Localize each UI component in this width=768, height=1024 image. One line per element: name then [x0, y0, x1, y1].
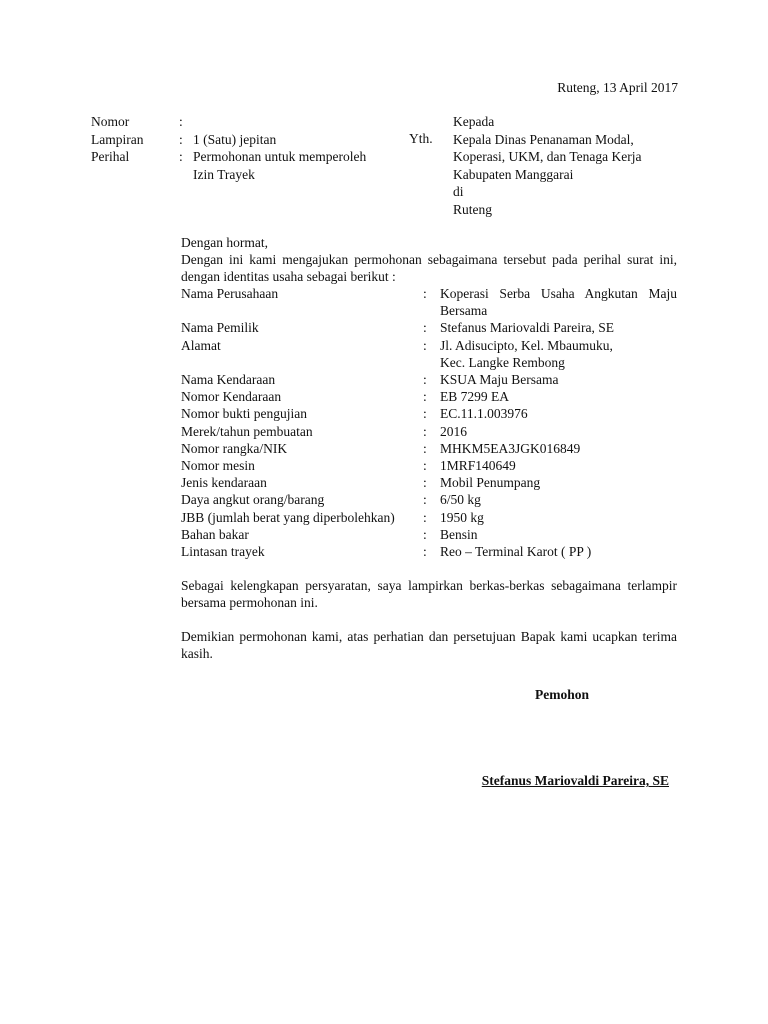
field-colon: : [423, 320, 427, 336]
recipient-line: di [453, 184, 464, 199]
table-row [181, 388, 677, 405]
field-colon: : [423, 406, 427, 422]
field-label: Nama Kendaraan [181, 372, 276, 388]
header-colons [179, 113, 183, 166]
identity-table [181, 285, 677, 560]
field-label: Merek/tahun pembuatan [181, 423, 313, 439]
field-label: Nomor mesin [181, 458, 255, 474]
signature-name: Stefanus Mariovaldi Pareira, SE [481, 773, 669, 788]
field-value [440, 337, 677, 371]
header-label-lampiran: Lampiran [91, 131, 144, 147]
header-label-perihal: Perihal [91, 149, 130, 164]
field-label: Alamat [181, 337, 221, 353]
field-colon: : [423, 475, 427, 491]
closing-paragraph-attachments: Sebagai kelengkapan persyaratan, saya lampirkan berkas-berkas sebagaimana terlampir bersama permohonan ini. [181, 578, 677, 611]
field-colon: : [423, 458, 427, 474]
address-line-2: Kec. Langke Rembong [440, 354, 565, 370]
table-row [181, 371, 677, 388]
field-value: Mobil Penumpang [440, 475, 541, 491]
table-row [181, 526, 677, 543]
table-row [181, 423, 677, 440]
header-label-nomor: Nomor [91, 114, 130, 129]
field-value: MHKM5EA3JGK016849 [440, 440, 581, 456]
field-label: Jenis kendaraan [181, 475, 267, 491]
header-value-lampiran: 1 (Satu) jepitan [193, 131, 277, 147]
field-colon: : [423, 389, 427, 405]
field-value: 1MRF140649 [440, 458, 516, 474]
table-row [181, 457, 677, 474]
field-label: Bahan bakar [181, 526, 249, 542]
letter-body [181, 234, 677, 662]
intro-paragraph: Dengan ini kami mengajukan permohonan sebagaimana tersebut pada perihal surat ini, dengan identitas usaha sebagai berikut : [181, 252, 677, 284]
field-colon: : [423, 286, 427, 301]
field-label: Nama Perusahaan [181, 286, 279, 301]
field-colon: : [423, 440, 427, 456]
header-labels [91, 113, 143, 166]
field-label: Nama Pemilik [181, 320, 259, 336]
header-colon: : [179, 131, 183, 147]
header-value-perihal: Permohonan untuk memperoleh [193, 149, 367, 164]
field-label: Daya angkut orang/barang [181, 492, 325, 508]
field-colon: : [423, 544, 427, 560]
table-row [181, 285, 677, 319]
field-colon: : [423, 509, 427, 525]
recipient-line: Ruteng [453, 201, 492, 217]
address-line-1: Jl. Adisucipto, Kel. Mbaumuku, [440, 337, 613, 353]
recipient-line: Koperasi, UKM, dan Tenaga Kerja [453, 149, 642, 164]
field-colon: : [423, 337, 427, 353]
letter-date: Ruteng, 13 April 2017 [557, 80, 678, 95]
table-row [181, 337, 677, 371]
greeting: Dengan hormat, [181, 235, 268, 250]
signature-title: Pemohon [535, 687, 589, 702]
field-label: JBB (jumlah berat yang diperbolehkan) [181, 509, 395, 525]
field-value: Reo – Terminal Karot ( PP ) [440, 544, 592, 560]
table-row [181, 509, 677, 526]
field-value: 6/50 kg [440, 492, 481, 508]
header-value-nomor [193, 113, 366, 131]
recipient-address [453, 113, 642, 218]
field-colon: : [423, 423, 427, 439]
header-values [193, 113, 366, 183]
field-value: 2016 [440, 423, 467, 439]
table-row [181, 491, 677, 508]
field-value: KSUA Maju Bersama [440, 372, 559, 388]
header-value-perihal-cont: Izin Trayek [193, 166, 255, 182]
field-label: Nomor rangka/NIK [181, 440, 288, 456]
table-row [181, 440, 677, 457]
table-row [181, 319, 677, 336]
field-value: EB 7299 EA [440, 389, 509, 405]
field-value: Stefanus Mariovaldi Pareira, SE [440, 320, 614, 336]
field-value: 1950 kg [440, 509, 484, 525]
field-value: EC.11.1.003976 [440, 406, 528, 422]
table-row [181, 405, 677, 422]
recipient-line: Kepada [453, 114, 495, 129]
closing-paragraph-thanks: Demikian permohonan kami, atas perhatian dan persetujuan Bapak kami ucapkan terima kasih. [181, 629, 677, 662]
header-yth: Yth. [409, 131, 433, 146]
table-row [181, 543, 677, 560]
field-label: Nomor Kendaraan [181, 389, 282, 405]
header-colon: : [179, 149, 183, 164]
table-row [181, 474, 677, 491]
field-value: Koperasi Serba Usaha Angkutan Maju Bersama [440, 286, 677, 319]
field-value: Bensin [440, 526, 478, 542]
field-colon: : [423, 372, 427, 388]
recipient-line: Kabupaten Manggarai [453, 166, 574, 182]
field-colon: : [423, 492, 427, 508]
header-colon: : [179, 114, 183, 129]
field-colon: : [423, 526, 427, 542]
field-label: Lintasan trayek [181, 544, 265, 560]
field-label: Nomor bukti pengujian [181, 406, 307, 422]
recipient-line: Kepala Dinas Penanaman Modal, [453, 131, 634, 147]
